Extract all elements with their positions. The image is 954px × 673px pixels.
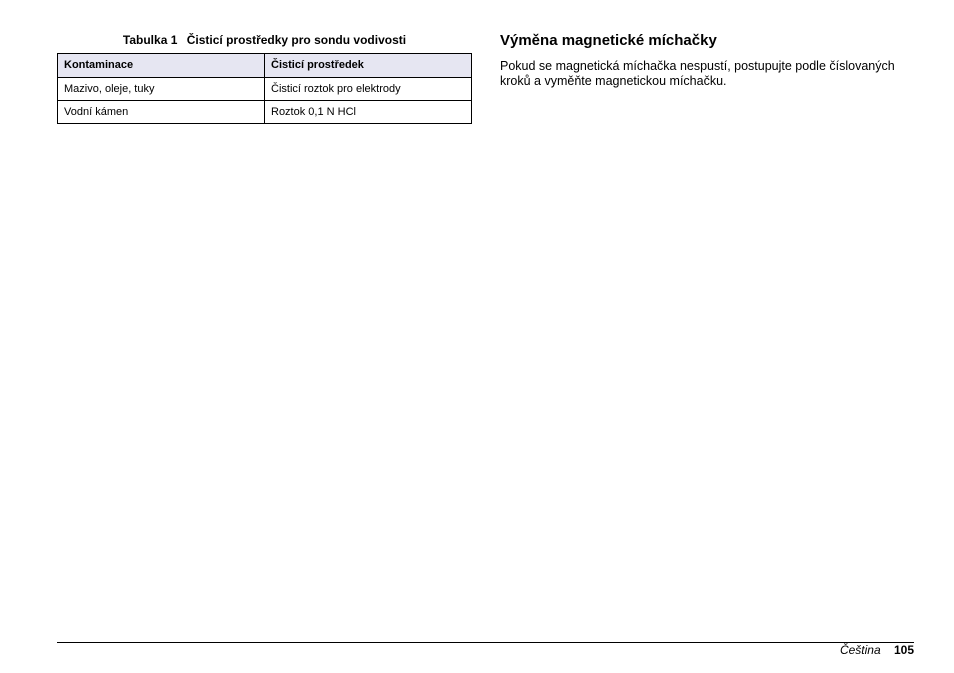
- footer-divider: [57, 642, 914, 643]
- table-caption-title: Čisticí prostředky pro sondu vodivosti: [186, 33, 407, 47]
- page-footer: [840, 643, 914, 657]
- footer-language: Čeština: [839, 643, 881, 657]
- table-caption: [57, 33, 472, 47]
- column-header-contamination: Kontaminace: [58, 54, 265, 78]
- table-row: [58, 78, 472, 101]
- table-header-row: [58, 54, 472, 78]
- table-row: [58, 101, 472, 124]
- table-cell-contamination: Mazivo, oleje, tuky: [58, 78, 265, 101]
- table-cell-cleaning-agent: Čisticí roztok pro elektrody: [265, 78, 472, 101]
- section-heading: Výměna magnetické míchačky: [500, 32, 717, 49]
- table-cell-contamination: Vodní kámen: [58, 101, 265, 124]
- column-header-cleaning-agent: Čisticí prostředek: [265, 54, 472, 78]
- table-caption-number: Tabulka 1: [122, 33, 178, 47]
- page-number: 105: [893, 643, 914, 657]
- cleaning-agents-table: [57, 53, 472, 124]
- table-cell-cleaning-agent: Roztok 0,1 N HCl: [265, 101, 472, 124]
- section-body-text: Pokud se magnetická míchačka nespustí, postupujte podle číslovaných kroků a vyměňte magnetickou míchačku.: [500, 59, 895, 88]
